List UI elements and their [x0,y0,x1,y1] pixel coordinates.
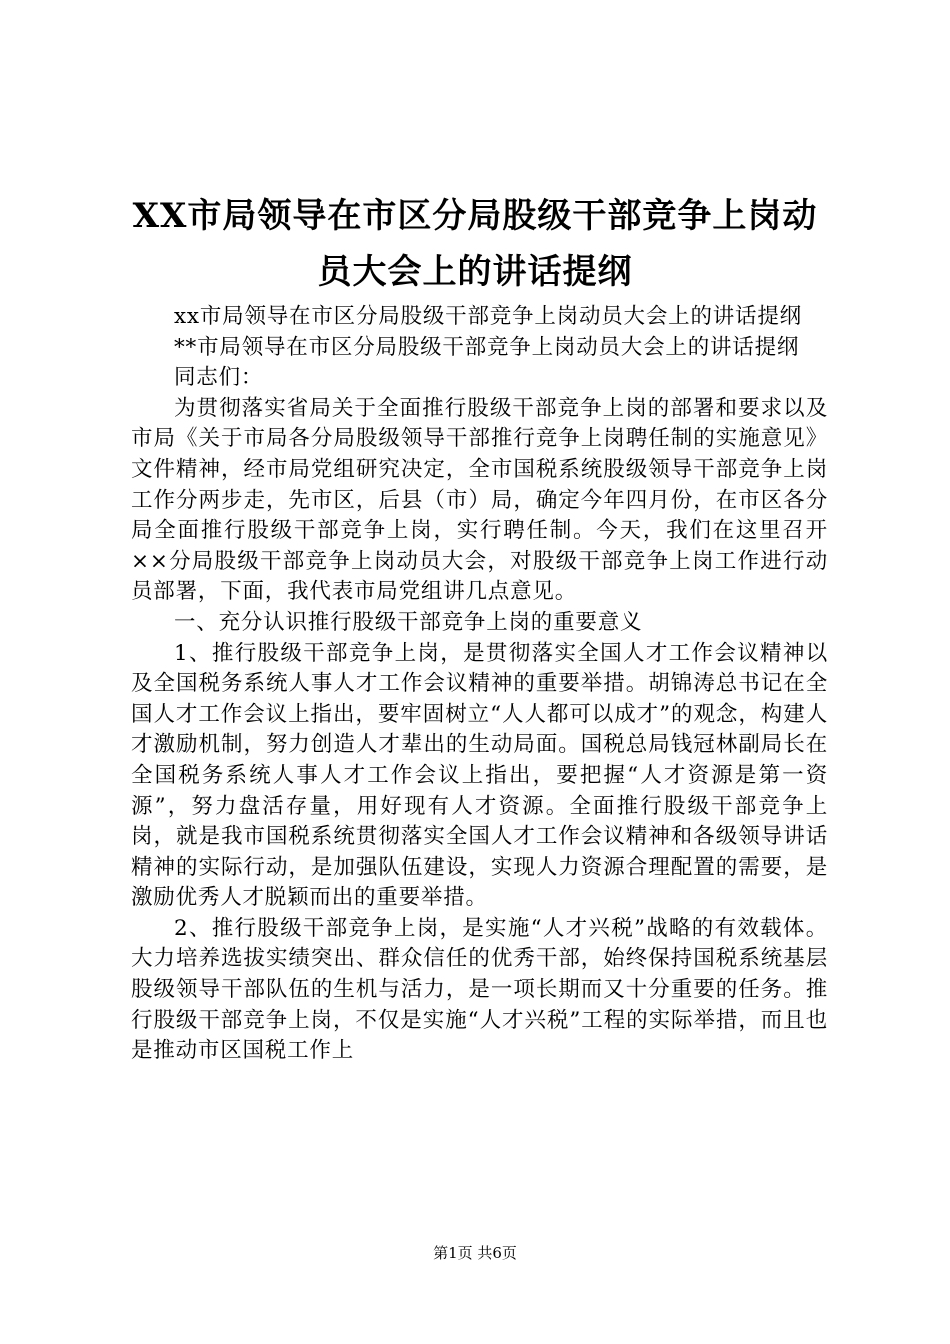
section-heading-1: 一、充分认识推行股级干部竞争上岗的重要意义 [174,609,643,635]
paragraph-point-1: 1、推行股级干部竞争上岗，是贯彻落实全国人才工作会议精神以及全国税务系统人事人才工作会议精神的重要举措。胡锦涛总书记在全国人才工作会议上指出，要牢固树立“人人都可以成才”的观念，构建人才激励机制，努力创造人才辈出的生动局面。国税总局钱冠林副局长在全国税务系统人事人才工作会议上指出，要把握“人才资源是第一资源”，努力盘活存量，用好现有人才资源。全面推行股级干部竞争上岗，就是我市国税系统贯彻落实全国人才工作会议精神和各级领导讲话精神的实际行动，是加强队伍建设，实现人力资源合理配置的需要，是激励优秀人才脱颖而出的重要举措。 [131,640,828,911]
paragraph-intro: 为贯彻落实省局关于全面推行股级干部竞争上岗的部署和要求以及市局《关于市局各分局股级领导干部推行竞争上岗聘任制的实施意见》文件精神，经市局党组研究决定，全市国税系统股级领导干部竞争上岗工作分两步走，先市区，后县（市）局，确定今年四月份，在市区各分局全面推行股级干部竞争上岗，实行聘任制。今天，我们在这里召开××分局股级干部竞争上岗动员大会，对股级干部竞争上岗工作进行动员部署，下面，我代表市局党组讲几点意见。 [131,395,828,605]
page-footer: 第1页 共6页 [433,1244,517,1262]
document-title: XX市局领导在市区分局股级干部竞争上岗动员大会上的讲话提纲 [132,196,818,292]
paragraph-salutation: 同志们： [174,365,264,391]
document-body [131,302,828,1067]
paragraph-subtitle-1: xx市局领导在市区分局股级干部竞争上岗动员大会上的讲话提纲 [174,304,802,329]
paragraph-subtitle-2: **市局领导在市区分局股级干部竞争上岗动员大会上的讲话提纲 [174,334,800,360]
paragraph-point-2: 2、推行股级干部竞争上岗，是实施“人才兴税”战略的有效载体。大力培养选拔实绩突出、群众信任的优秀干部，始终保持国税系统基层股级领导干部队伍的生机与活力，是一项长期而又十分重要的任务。推行股级干部竞争上岗，不仅是实施“人才兴税”工程的实际举措，而且也是推动市区国税工作上 [131,915,828,1064]
